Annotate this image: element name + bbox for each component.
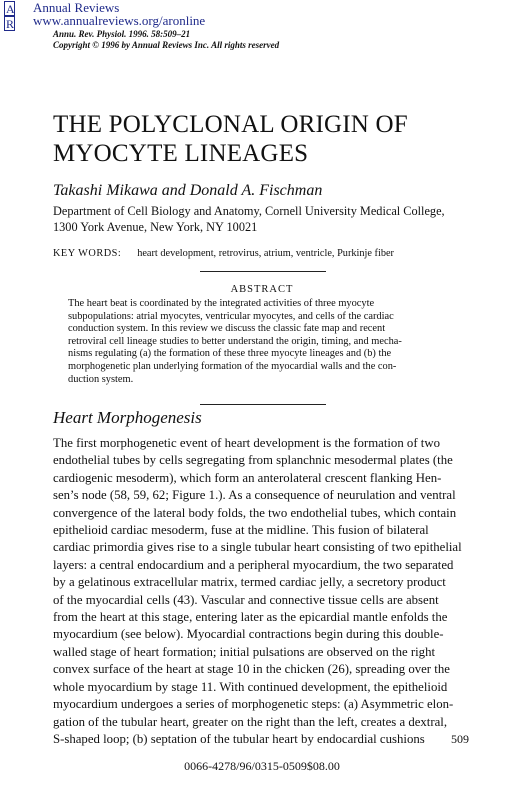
- abstract-line: morphogenetic plan underlying formation of the myocardial walls and the con-: [68, 360, 397, 372]
- copyright-notice: Copyright © 1996 by Annual Reviews Inc. All rights reserved: [53, 40, 280, 50]
- abstract-line: nisms regulating (a) the formation of these three myocyte lineages and (b) the: [68, 348, 392, 360]
- body-line: myocardium undergoes a series of morphogenetic steps: (a) Asymmetric elon-: [53, 697, 454, 712]
- authors: Takashi Mikawa and Donald A. Fischman: [53, 182, 323, 199]
- svg-text:A: A: [6, 2, 15, 16]
- abstract-top-divider: [200, 271, 326, 272]
- publisher-link[interactable]: www.annualreviews.org/aronline: [33, 13, 206, 28]
- page-number: 509: [451, 732, 469, 746]
- body-line: endothelial tubes by cells segregating from splanchnic mesodermal plates (the: [53, 453, 453, 468]
- body-line: whole myocardium by stage 11. With continued development, the epithelioid: [53, 679, 448, 694]
- body-line: epithelioid cardiac mesoderm, fuse at the midline. This fusion of bilateral: [53, 523, 429, 538]
- abstract-line: retroviral cell lineage studies to better understand the origin, timing, and mecha-: [68, 335, 402, 347]
- body-line: from the heart at this stage, entering later as the epicardial mantle enfolds the: [53, 610, 448, 625]
- title-line: MYOCYTE LINEAGES: [53, 140, 309, 167]
- keywords: [53, 247, 394, 261]
- publisher-name: Annual Reviews: [33, 0, 120, 15]
- title-line: THE POLYCLONAL ORIGIN OF: [53, 111, 408, 138]
- keywords-label: KEY WORDS:: [53, 248, 122, 259]
- svg-text:R: R: [6, 17, 15, 31]
- affiliation-line: Department of Cell Biology and Anatomy, Cornell University Medical College,: [53, 204, 445, 218]
- abstract-line: conduction system. In this review we discuss the classic fate map and recent: [68, 323, 386, 335]
- abstract-line: subpopulations: atrial myocytes, ventricular myocytes, and cells of the cardiac: [68, 310, 394, 322]
- abstract-text: [68, 298, 460, 386]
- abstract-line: duction system.: [68, 373, 134, 385]
- keywords-terms: heart development, retrovirus, atrium, ventricle, Purkinje fiber: [137, 248, 394, 259]
- body-line: S-shaped loop; (b) septation of the tubular heart by endocardial cushions: [53, 731, 425, 746]
- article-code: 0066-4278/96/0315-0509$08.00: [184, 759, 340, 773]
- body-line: sen’s node (58, 59, 62; Figure 1.). As a consequence of neurulation and ventral: [53, 488, 456, 503]
- affiliation: [53, 203, 483, 235]
- body-line: gation of the tubular heart, greater on the right than the left, creates a dextral,: [53, 714, 448, 729]
- abstract-heading: ABSTRACT: [230, 284, 294, 295]
- body-line: walled stage of heart formation; initial pulsations are observed on the right: [53, 644, 436, 659]
- body-line: layers: a central endocardium and a peripheral myocardium, the two separated: [53, 557, 454, 572]
- abstract-bottom-divider: [200, 404, 326, 405]
- body-line: convergence of the lateral body folds, the two endothelial tubes, which contain: [53, 505, 457, 520]
- affiliation-line: 1300 York Avenue, New York, NY 10021: [53, 220, 258, 234]
- article-title: [53, 110, 473, 168]
- body-line: convex surface of the heart at stage 10 in the chicken (26), spreading over the: [53, 662, 450, 677]
- annual-reviews-logo-icon: [4, 1, 28, 31]
- journal-citation: Annu. Rev. Physiol. 1996. 58:509–21: [53, 29, 191, 39]
- body-line: myocardium (see below). Myocardial contractions begin during this double-: [53, 627, 444, 642]
- body-line: The first morphogenetic event of heart development is the formation of two: [53, 436, 440, 450]
- body-line: of the myocardial cells (43). Vascular and connective tissue cells are absent: [53, 592, 439, 607]
- abstract-line: The heart beat is coordinated by the integrated activities of three myocyte: [68, 298, 375, 309]
- body-line: cardiac primordia gives rise to a single tubular heart consisting of two epithelial: [53, 540, 462, 555]
- body-line: by a gelatinous extracellular matrix, termed cardiac jelly, a secretory product: [53, 575, 446, 590]
- section-body: [53, 435, 473, 748]
- body-line: cardiogenic mesoderm), which form an anterolateral crescent flanking Hen-: [53, 470, 442, 485]
- section-heading: Heart Morphogenesis: [53, 408, 202, 427]
